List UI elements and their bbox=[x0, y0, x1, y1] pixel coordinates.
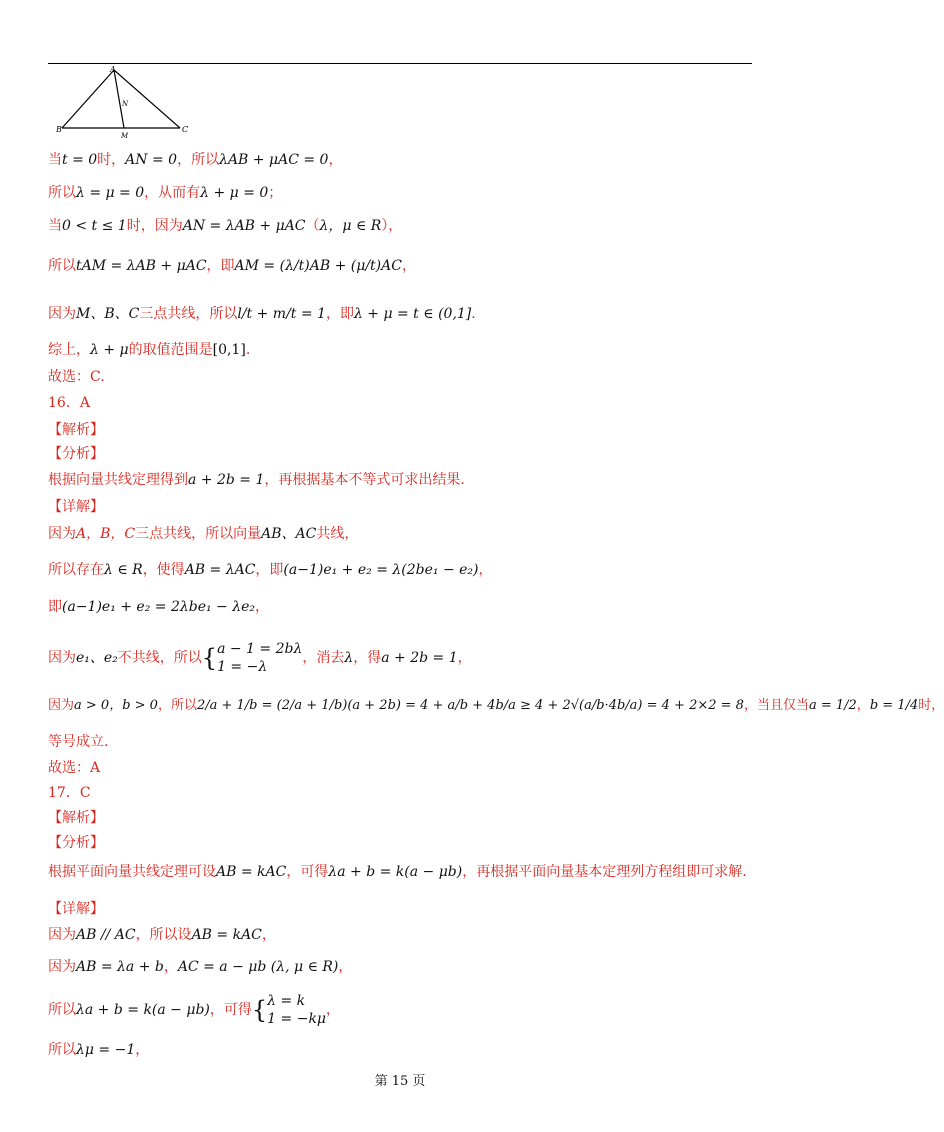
line-24: 【详解】 bbox=[48, 901, 104, 917]
text: 所以 bbox=[48, 1002, 76, 1018]
text: ， bbox=[135, 1042, 150, 1058]
text: ， bbox=[338, 959, 353, 975]
text: 即 bbox=[48, 599, 62, 615]
line-25 bbox=[48, 925, 276, 945]
edge-ab bbox=[62, 70, 114, 128]
text: ，可得 bbox=[286, 864, 329, 880]
line-10: 【分析】 bbox=[48, 446, 104, 462]
math: a − 1 = 2bλ bbox=[217, 641, 303, 657]
text: 因为 bbox=[48, 959, 76, 975]
line-14 bbox=[48, 560, 492, 580]
label-b: B bbox=[56, 125, 62, 134]
math: λ + μ = 0 bbox=[200, 185, 269, 201]
header-rule bbox=[48, 63, 752, 64]
math: AB = λAC bbox=[184, 562, 256, 578]
line-8: 16．A bbox=[48, 395, 90, 411]
line-7: 故选：C. bbox=[48, 369, 105, 385]
text: ， bbox=[478, 562, 493, 578]
text: 综上， bbox=[48, 342, 90, 358]
line-23 bbox=[48, 862, 747, 882]
text: 所以 bbox=[48, 1042, 76, 1058]
line-5 bbox=[48, 304, 476, 324]
text: 三点共线，所以 bbox=[139, 306, 238, 322]
label-c: C bbox=[182, 125, 189, 134]
math: AM = (λ/t)AB + (μ/t)AC bbox=[234, 258, 402, 274]
text: ，从而有 bbox=[144, 185, 201, 201]
text: 的取值范围是 bbox=[128, 342, 213, 358]
triangle-figure bbox=[52, 66, 202, 138]
text: 因为 bbox=[48, 526, 76, 542]
math: a > 0，b > 0 bbox=[74, 698, 158, 713]
text: ，消去 bbox=[302, 650, 345, 666]
text: ，再根据平面向量基本定理列方程组即可求解. bbox=[462, 864, 747, 880]
equation-system bbox=[217, 640, 302, 676]
text: 根据向量共线定理得到 bbox=[48, 472, 188, 488]
math: AC = a − μb (λ, μ ∈ R) bbox=[177, 959, 339, 975]
math: AB // AC bbox=[76, 927, 136, 943]
math: a + 2b = 1 bbox=[188, 472, 265, 488]
text: 不共线，所以 bbox=[117, 650, 202, 666]
math: 1 = −λ bbox=[217, 659, 268, 675]
line-21: 【解析】 bbox=[48, 810, 104, 826]
edge-ac bbox=[114, 70, 180, 128]
math: λ ∈ R bbox=[104, 562, 143, 578]
text: ，得 bbox=[353, 650, 382, 666]
math: [0,1] bbox=[212, 342, 246, 358]
brace-icon: { bbox=[201, 644, 218, 672]
math: a + 2b = 1 bbox=[381, 650, 458, 666]
math: λa + b = k(a − μb) bbox=[76, 1002, 210, 1018]
text: 共线， bbox=[316, 526, 359, 542]
text: 当 bbox=[48, 218, 62, 234]
line-6 bbox=[48, 340, 250, 360]
text: ，使得 bbox=[142, 562, 185, 578]
text: 因为 bbox=[48, 927, 76, 943]
math: 0 < t ≤ 1 bbox=[62, 218, 127, 234]
line-27 bbox=[48, 992, 340, 1028]
text: （ bbox=[305, 218, 320, 234]
text: 因为 bbox=[48, 306, 76, 322]
math: tAM = λAB + μAC bbox=[76, 258, 207, 274]
text: 所以 bbox=[48, 258, 76, 274]
label-n: N bbox=[122, 100, 129, 108]
text: ， bbox=[401, 258, 416, 274]
math: t = 0 bbox=[62, 152, 98, 168]
text: 时， bbox=[97, 152, 126, 168]
text: 因为 bbox=[48, 698, 75, 713]
label-a: A bbox=[110, 65, 116, 74]
segment-am bbox=[114, 70, 124, 128]
math: λ + μ = t ∈ (0,1] bbox=[353, 306, 472, 322]
math: λAB + μAC = 0 bbox=[219, 152, 329, 168]
math: l/t + m/t = 1 bbox=[237, 306, 326, 322]
math: AB、AC bbox=[261, 526, 317, 542]
text: ，所以 bbox=[177, 152, 220, 168]
math: b = 1/4 bbox=[869, 698, 919, 713]
line-20: 17．C bbox=[48, 785, 91, 801]
text: ，即 bbox=[325, 306, 354, 322]
text: ； bbox=[268, 185, 283, 201]
line-26 bbox=[48, 957, 352, 977]
math: 2/a + 1/b = (2/a + 1/b)(a + 2b) = 4 + a/b + 4b/a ≥ 4 + 2√(a/b·4b/a) = 4 + 2×2 = 8 bbox=[196, 698, 744, 713]
text: ， bbox=[856, 698, 870, 713]
math: λ bbox=[344, 650, 354, 666]
text: ，可得 bbox=[209, 1002, 252, 1018]
math: (a−1)e₁ + e₂ = λ(2be₁ − e₂) bbox=[283, 562, 479, 578]
text: ， bbox=[457, 650, 472, 666]
text: ，所以 bbox=[157, 698, 197, 713]
text: 时， bbox=[918, 698, 944, 713]
line-28 bbox=[48, 1040, 149, 1060]
math: 1 = −kμ bbox=[267, 1011, 327, 1027]
text: ）， bbox=[381, 218, 403, 234]
text: 所以 bbox=[48, 185, 76, 201]
line-9: 【解析】 bbox=[48, 422, 104, 438]
math: AN = 0 bbox=[125, 152, 178, 168]
text: ， bbox=[163, 959, 178, 975]
text: 因为 bbox=[48, 650, 76, 666]
math: e₁、e₂ bbox=[76, 650, 118, 666]
text: 三点共线，所以向量 bbox=[135, 526, 262, 542]
equation-system bbox=[267, 992, 326, 1028]
line-2 bbox=[48, 183, 282, 203]
line-16 bbox=[48, 640, 472, 676]
line-15 bbox=[48, 597, 269, 617]
text: ，再根据基本不等式可求出结果. bbox=[264, 472, 465, 488]
text: ，即 bbox=[255, 562, 284, 578]
text: 所以存在 bbox=[48, 562, 104, 578]
line-18: 等号成立. bbox=[48, 734, 109, 750]
math: AB = kAC bbox=[216, 864, 287, 880]
line-12: 【详解】 bbox=[48, 499, 104, 515]
text: ，即 bbox=[206, 258, 235, 274]
text: 根据平面向量共线定理可设 bbox=[48, 864, 216, 880]
line-4 bbox=[48, 256, 416, 276]
text: ， bbox=[328, 152, 343, 168]
math: AN = λAB + μAC bbox=[182, 218, 306, 234]
math: A，B，C bbox=[76, 526, 136, 542]
line-22: 【分析】 bbox=[48, 835, 104, 851]
text: ，当且仅当 bbox=[743, 698, 809, 713]
text: . bbox=[471, 306, 476, 322]
line-13 bbox=[48, 524, 358, 544]
line-17 bbox=[48, 696, 944, 716]
math: λ = μ = 0 bbox=[76, 185, 145, 201]
math: AB = kAC bbox=[191, 927, 262, 943]
text: ， bbox=[326, 1002, 341, 1018]
line-1 bbox=[48, 150, 342, 170]
math: AB = λa + b bbox=[76, 959, 164, 975]
line-11 bbox=[48, 470, 465, 490]
math: λ，μ ∈ R bbox=[319, 218, 382, 234]
math: λμ = −1 bbox=[76, 1042, 136, 1058]
label-m: M bbox=[121, 132, 129, 140]
text: ，所以设 bbox=[135, 927, 192, 943]
page-number: 第 15 页 bbox=[374, 1074, 426, 1089]
text: 当 bbox=[48, 152, 62, 168]
brace-icon: { bbox=[251, 996, 268, 1024]
math: λ = k bbox=[267, 993, 306, 1009]
math: λ + μ bbox=[90, 342, 129, 358]
line-3 bbox=[48, 216, 402, 236]
text: ， bbox=[255, 599, 270, 615]
line-19: 故选：A bbox=[48, 760, 101, 776]
math: a = 1/2 bbox=[808, 698, 857, 713]
text: ， bbox=[261, 927, 276, 943]
text: . bbox=[245, 342, 251, 358]
math: M、B、C bbox=[76, 306, 140, 322]
math: λa + b = k(a − μb) bbox=[328, 864, 463, 880]
math: (a−1)e₁ + e₂ = 2λbe₁ − λe₂ bbox=[62, 599, 256, 615]
text: 时，因为 bbox=[126, 218, 183, 234]
